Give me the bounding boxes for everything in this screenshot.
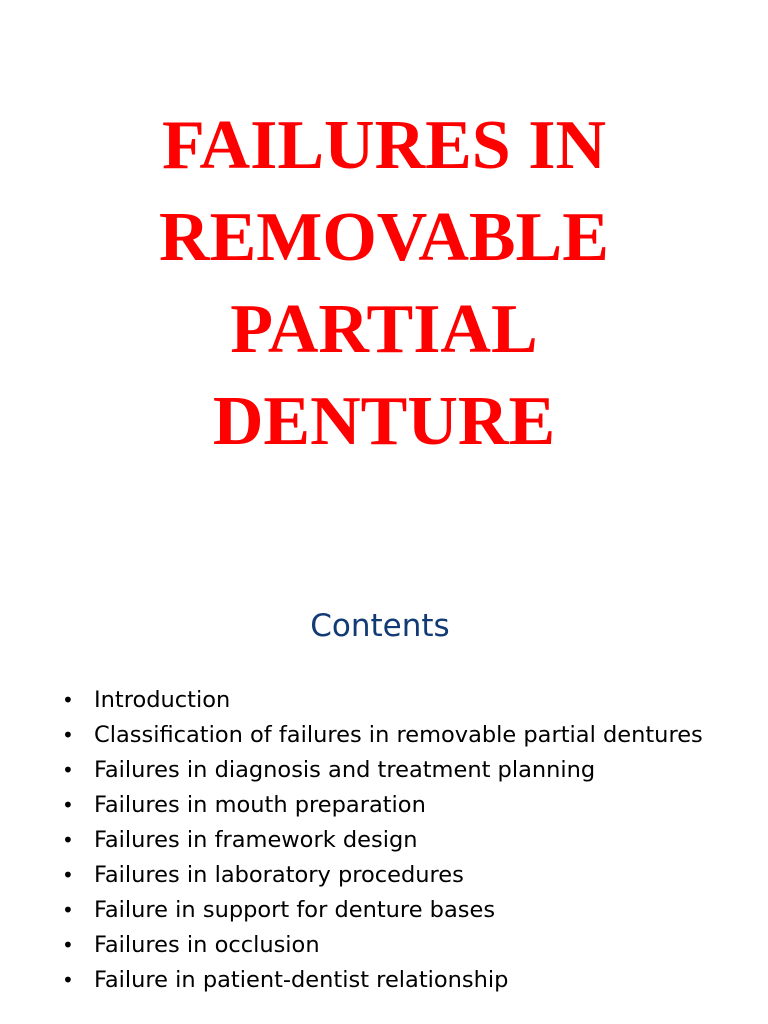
bullet-icon: •: [62, 863, 74, 887]
bullet-icon: •: [62, 758, 74, 782]
list-item: [60, 721, 750, 750]
list-item-text: Failures in mouth preparation: [94, 792, 426, 818]
title-line: DENTURE: [212, 383, 556, 460]
bullet-icon: •: [62, 898, 74, 922]
bullet-icon: •: [62, 933, 74, 957]
list-item-text: Failures in laboratory procedures: [94, 862, 464, 888]
title-line: PARTIAL: [230, 291, 538, 368]
bullet-icon: •: [62, 723, 74, 747]
list-item-text: Introduction: [94, 687, 231, 713]
list-item: [60, 686, 750, 715]
list-item-text: Failures in occlusion: [94, 932, 320, 958]
bullet-icon: •: [62, 968, 74, 992]
list-item-text: Failures in framework design: [94, 827, 418, 853]
list-item-text: Failure in patient-dentist relationship: [94, 967, 509, 993]
bullet-icon: •: [62, 793, 74, 817]
list-item-text: Failure in support for denture bases: [94, 897, 496, 923]
list-item-text: Classification of failures in removable partial dentures: [94, 722, 703, 748]
list-item: [60, 791, 750, 820]
list-item: [60, 896, 750, 925]
list-item: [60, 931, 750, 960]
list-item-text: Failures in diagnosis and treatment planning: [94, 757, 596, 783]
list-item: [60, 756, 750, 785]
list-item: [60, 966, 750, 995]
title-line: REMOVABLE: [159, 199, 609, 276]
document-title: [0, 100, 768, 468]
bullet-icon: •: [62, 828, 74, 852]
bullet-icon: •: [62, 688, 74, 712]
contents-list: [60, 686, 750, 1001]
contents-heading: Contents: [310, 608, 450, 644]
title-line: FAILURES IN: [161, 107, 607, 184]
list-item: [60, 826, 750, 855]
list-item: [60, 861, 750, 890]
